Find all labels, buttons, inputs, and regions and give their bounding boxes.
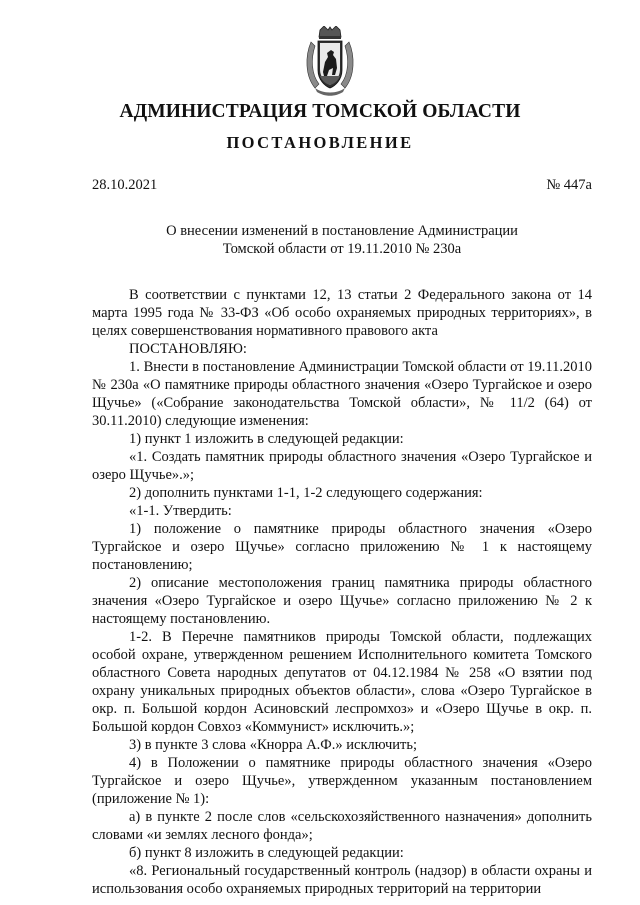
body-paragraph: 3) в пункте 3 слова «Кнорра А.Ф.» исключить; [129, 737, 418, 753]
body-paragraph: 2) описание местоположения границ памятника природы областного значения «Озеро Тургайское и озеро Щучье» согласно приложению № 2 к настоящему постановлению. [92, 575, 592, 627]
document-date: 28.10.2021 [92, 177, 158, 193]
document-type-title: ПОСТАНОВЛЕНИЕ [226, 133, 414, 152]
body-paragraph: а) в пункте 2 после слов «сельскохозяйственного назначения» дополнить словами «и землях лесного фонда»; [92, 809, 592, 843]
body-paragraph: б) пункт 8 изложить в следующей редакции: [129, 845, 404, 861]
body-paragraph: ПОСТАНОВЛЯЮ: [129, 341, 247, 357]
coat-of-arms-icon [301, 26, 359, 98]
document-subject [92, 222, 592, 258]
subject-line: Томской области от 19.11.2010 № 230а [222, 241, 462, 257]
body-paragraph: «1-1. Утвердить: [129, 503, 232, 519]
body-paragraph: «8. Региональный государственный контроль (надзор) в области охраны и использования особо охраняемых природных территорий на территории [92, 863, 592, 897]
subject-line: О внесении изменений в постановление Администрации [166, 223, 518, 239]
document-body [92, 286, 592, 898]
body-paragraph: 2) дополнить пунктами 1-1, 1-2 следующего содержания: [129, 485, 483, 501]
body-paragraph: 1. Внести в постановление Администрации Томской области от 19.11.2010 № 230а «О памятнике природы областного значения «Озеро Тургайское и озеро Щучье» («Собрание законодательства Томской области», № 11/2 (64) от 30.11.2010) следующие изменения: [92, 359, 592, 429]
body-paragraph: «1. Создать памятник природы областного значения «Озеро Тургайское и озеро Щучье».»; [92, 449, 592, 483]
body-paragraph: 1) пункт 1 изложить в следующей редакции: [129, 431, 404, 447]
body-paragraph: 1-2. В Перечне памятников природы Томской области, подлежащих особой охране, утвержденном решением Исполнительного комитета Томского областного Совета народных депутатов от 04.12.1984 № 258 «О взятии под охрану уникальных природных объектов области», слова «Озеро Тургайское в окр. п. Большой кордон Асиновский леспромхоз» и «Озеро Щучье в окр. п. Большой кордон Совхоз «Коммунист» исключить.»; [92, 629, 592, 735]
organization-title: АДМИНИСТРАЦИЯ ТОМСКОЙ ОБЛАСТИ [119, 101, 521, 122]
body-paragraph: В соответствии с пунктами 12, 13 статьи 2 Федерального закона от 14 марта 1995 года № 33-ФЗ «Об особо охраняемых природных территориях», в целях совершенствования нормативного правового акта [92, 287, 592, 339]
document-number: № 447а [546, 177, 592, 193]
body-paragraph: 4) в Положении о памятнике природы областного значения «Озеро Тургайское и озеро Щучье», утвержденном указанным постановлением (приложение № 1): [92, 755, 592, 807]
body-paragraph: 1) положение о памятнике природы областного значения «Озеро Тургайское и озеро Щучье» согласно приложению № 1 к настоящему постановлению; [92, 521, 592, 573]
